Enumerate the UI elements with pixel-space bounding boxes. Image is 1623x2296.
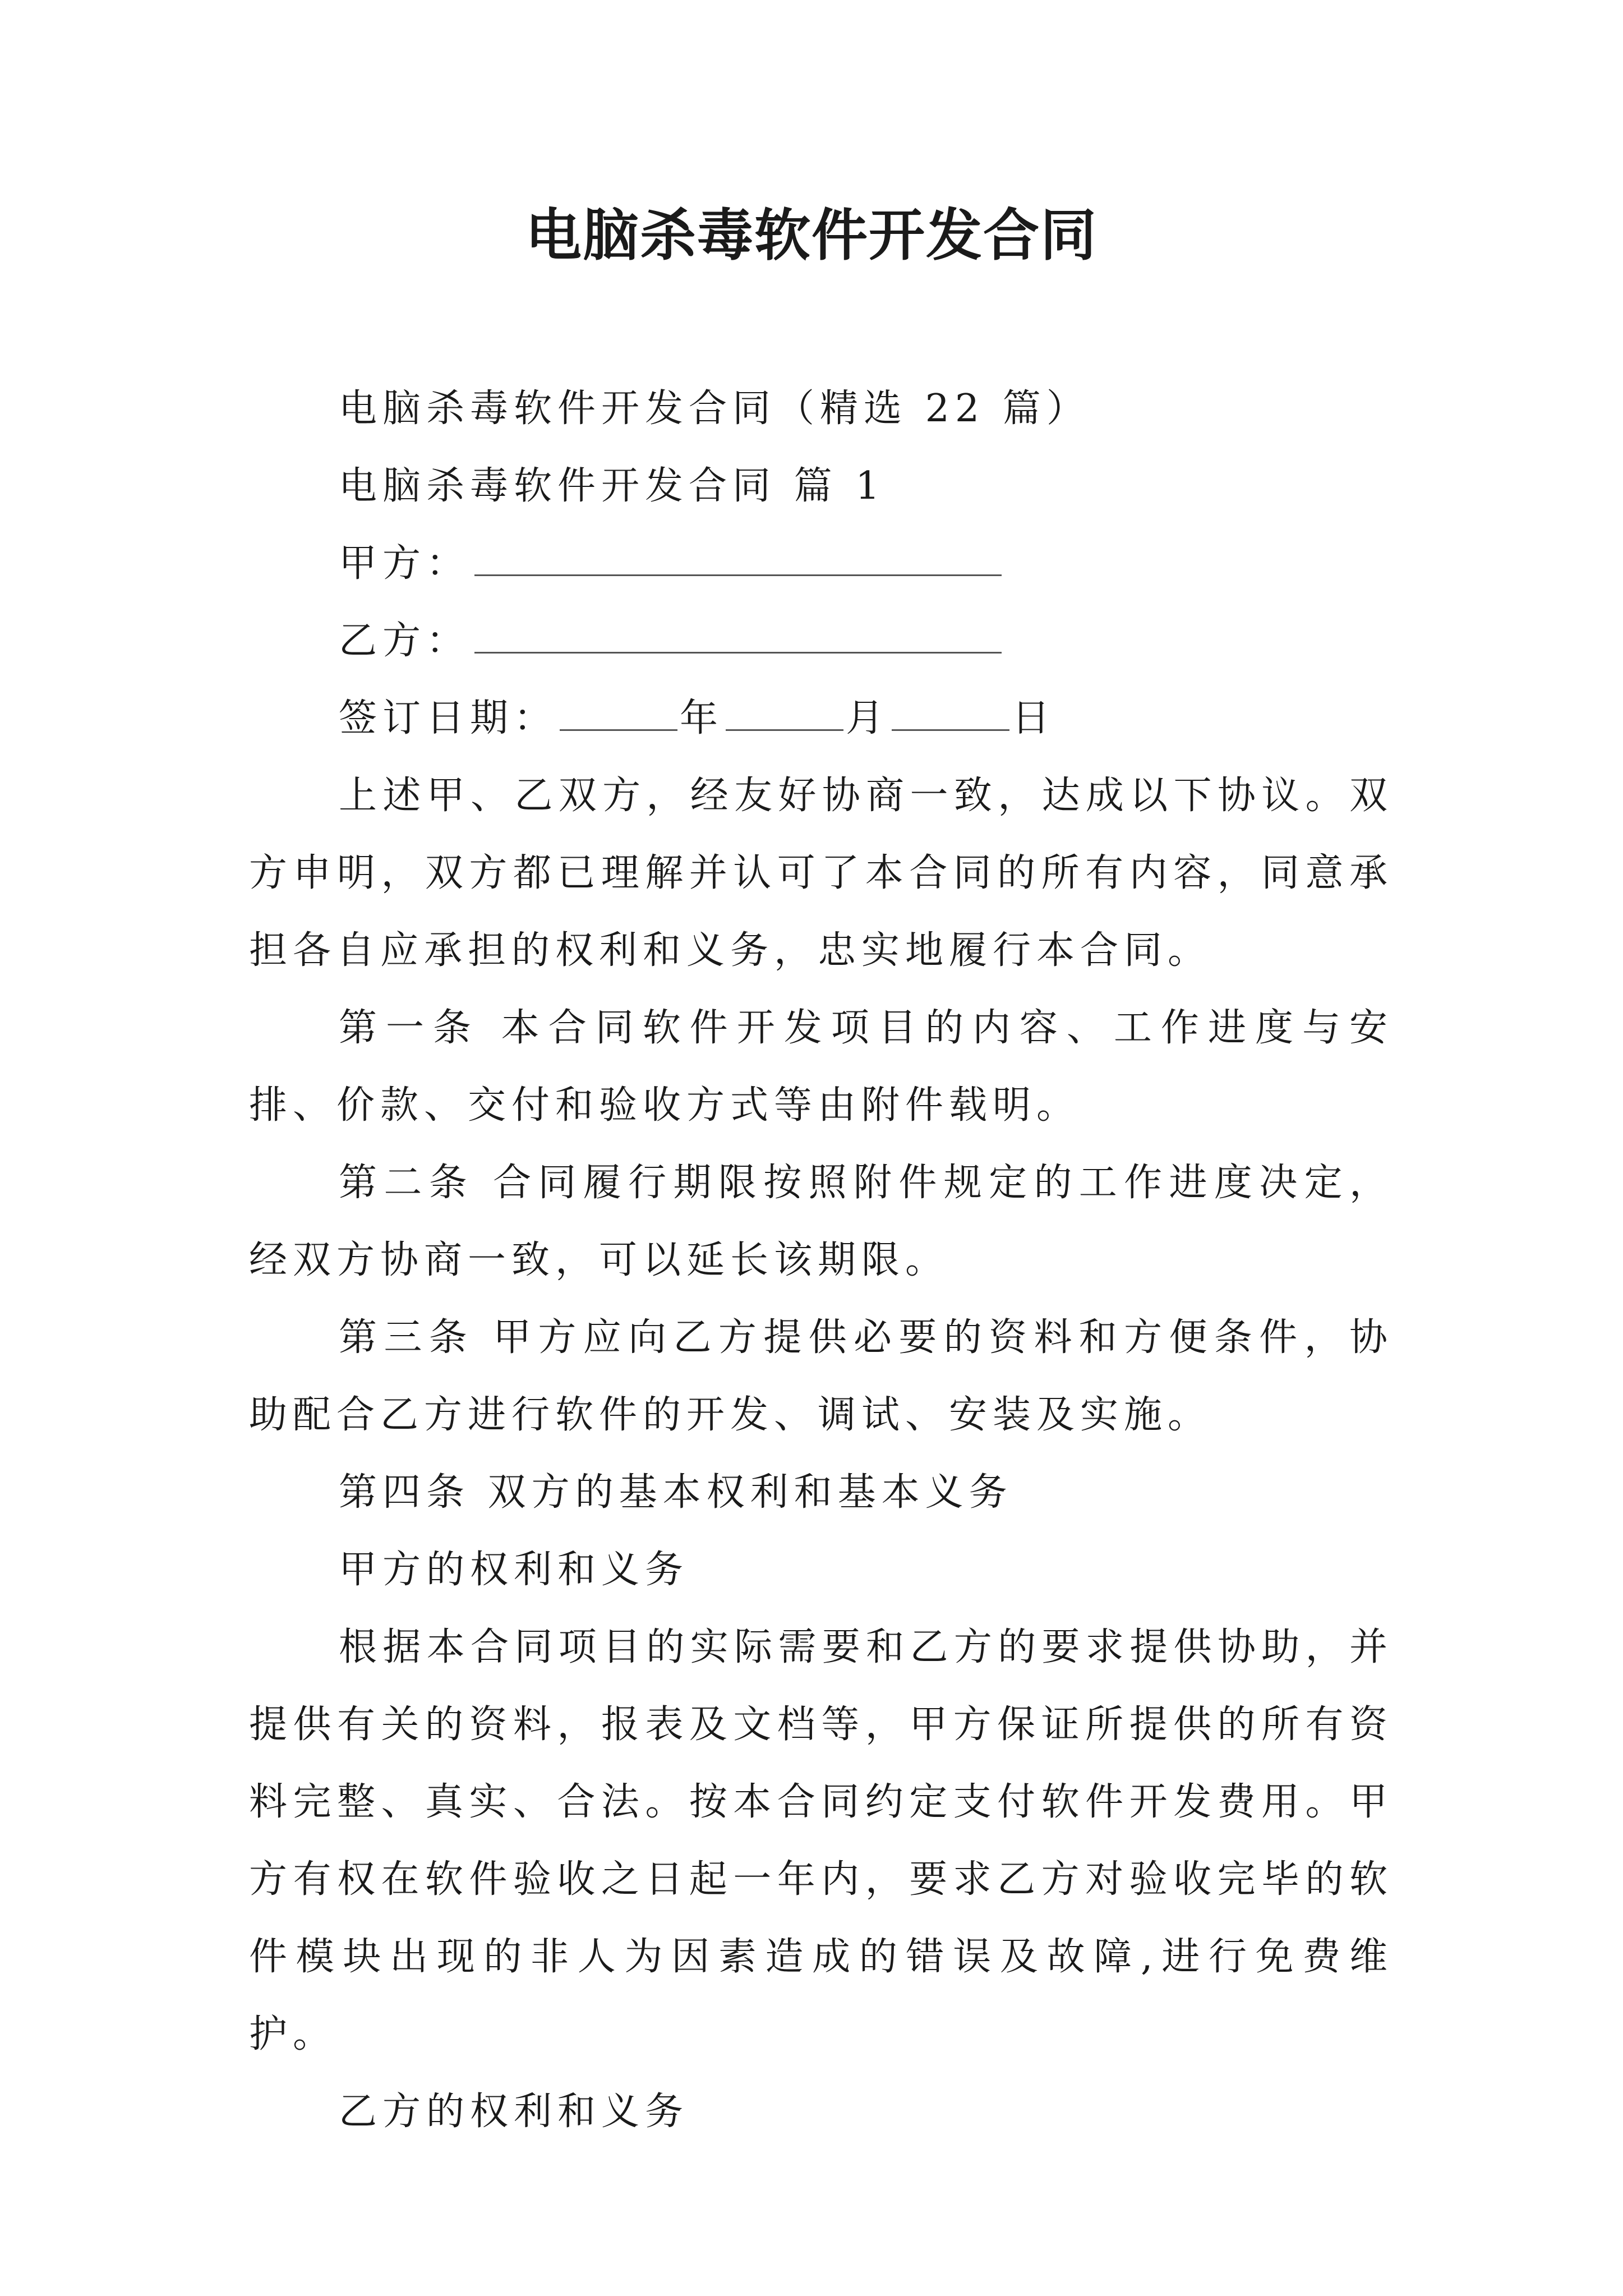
paragraph-article-1: 第一条 本合同软件开发项目的内容、工作进度与安排、价款、交付和验收方式等由附件载明。 <box>249 1006 1393 1128</box>
document-body <box>249 370 1393 2151</box>
party-a-line <box>249 525 1393 602</box>
sign-date-line <box>249 680 1393 757</box>
date-label: 签订日期： <box>339 696 558 740</box>
paragraph-article-4: 第四条 双方的基本权利和基本义务 <box>339 1470 1013 1515</box>
paragraph-article-3: 第三条 甲方应向乙方提供必要的资料和方便条件，协助配合乙方进行软件的开发、调试、安装及实施。 <box>249 1315 1393 1437</box>
date-year: 年 <box>680 696 724 740</box>
month-blank <box>726 696 843 731</box>
document-title: 电脑杀毒软件开发合同 <box>525 203 1098 268</box>
date-day: 日 <box>1012 696 1056 740</box>
party-b-blank <box>474 618 1002 654</box>
paragraph-party-a-heading: 甲方的权利和义务 <box>339 1548 689 1592</box>
date-month: 月 <box>846 696 890 740</box>
party-b-label: 乙方： <box>339 619 471 663</box>
year-blank <box>560 696 677 731</box>
day-blank <box>892 696 1009 731</box>
party-a-blank <box>474 541 1002 576</box>
party-b-line <box>249 602 1393 680</box>
paragraph-article-2: 第二条 合同履行期限按照附件规定的工作进度决定，经双方协商一致，可以延长该期限。 <box>249 1161 1393 1282</box>
party-a-label: 甲方： <box>339 541 471 586</box>
section-heading: 电脑杀毒软件开发合同 篇 1 <box>339 464 886 508</box>
document-subtitle: 电脑杀毒软件开发合同（精选 22 篇） <box>339 386 1090 431</box>
paragraph-party-b-heading: 乙方的权利和义务 <box>339 2090 689 2134</box>
paragraph-intro: 上述甲、乙双方，经友好协商一致，达成以下协议。双方申明，双方都已理解并认可了本合同的所有内容，同意承担各自应承担的权利和义务，忠实地履行本合同。 <box>249 774 1393 973</box>
paragraph-party-a-duties: 根据本合同项目的实际需要和乙方的要求提供协助，并提供有关的资料，报表及文档等，甲方保证所提供的所有资料完整、真实、合法。按本合同约定支付软件开发费用。甲方有权在软件验收之日起一年内，要求乙方对验收完毕的软件模块出现的非人为因素造成的错误及故障,进行免费维护。 <box>249 1625 1393 2056</box>
